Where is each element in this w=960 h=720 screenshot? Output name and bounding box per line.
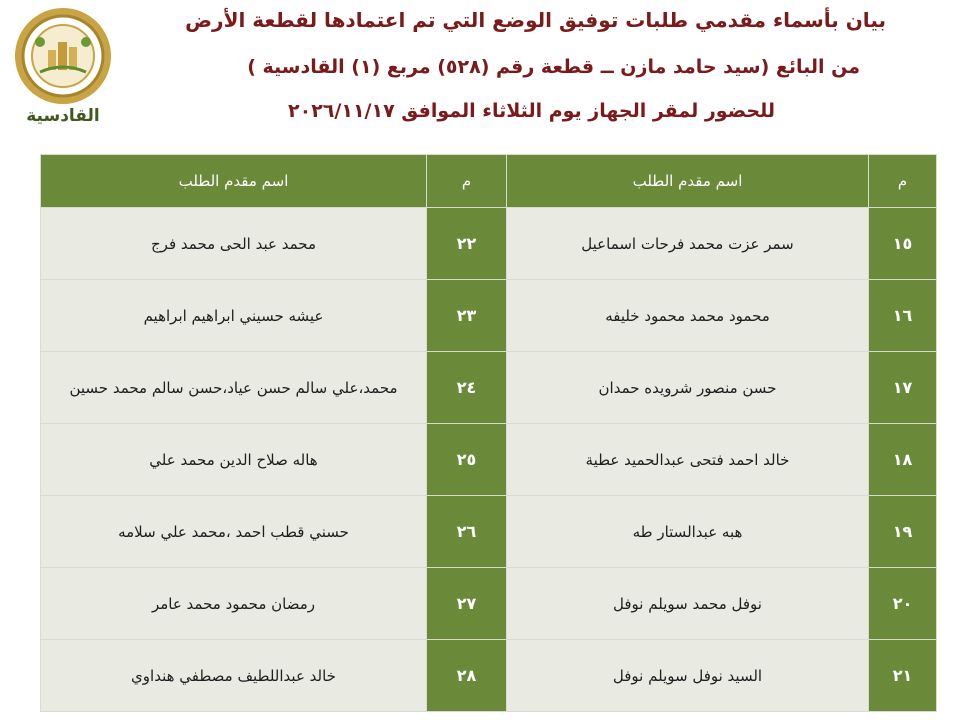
applicant-name: سمر عزت محمد فرحات اسماعيل [507,208,869,280]
row-number: ٢٨ [427,640,507,712]
table-row [41,568,937,640]
applicant-name: عيشه حسيني ابراهيم ابراهيم [41,280,427,352]
applicants-table [40,154,937,712]
applicant-name: رمضان محمود محمد عامر [41,568,427,640]
applicant-name: محمد،علي سالم حسن عياد،حسن سالم محمد حسين [41,352,427,424]
applicant-name: محمد عبد الحى محمد فرج [41,208,427,280]
row-number: ٢١ [869,640,937,712]
row-number: ٢٤ [427,352,507,424]
applicant-name: هاله صلاح الدين محمد علي [41,424,427,496]
applicant-name: خالد احمد فتحى عبدالحميد عطية [507,424,869,496]
new-obour-city-logo-icon [10,6,116,106]
header-line-2: من البائع (سيد حامد مازن ــ قطعة رقم (٥٢٨) مربع (١) القادسية ) [247,56,860,78]
applicant-name: هبه عبدالستار طه [507,496,869,568]
col-num-header: م [427,155,507,208]
row-number: ٢٧ [427,568,507,640]
row-number: ١٦ [869,280,937,352]
table-row [41,352,937,424]
row-number: ٢٠ [869,568,937,640]
table-row [41,496,937,568]
table-row [41,208,937,280]
applicant-name: محمود محمد محمود خليفه [507,280,869,352]
col-name-header: اسم مقدم الطلب [507,155,869,208]
applicant-name: نوفل محمد سويلم نوفل [507,568,869,640]
col-num-header: م [869,155,937,208]
row-number: ١٩ [869,496,937,568]
applicant-name: السيد نوفل سويلم نوفل [507,640,869,712]
row-number: ٢٥ [427,424,507,496]
header-line-3: للحضور لمقر الجهاز يوم الثلاثاء الموافق ٢٠٢٦/١١/١٧ [288,100,775,122]
row-number: ٢٣ [427,280,507,352]
applicant-name: حسني قطب احمد ،محمد علي سلامه [41,496,427,568]
row-number: ٢٢ [427,208,507,280]
row-number: ١٥ [869,208,937,280]
row-number: ٢٦ [427,496,507,568]
table-row [41,424,937,496]
table-header-row [41,155,937,208]
table-row [41,280,937,352]
document-header [0,0,960,150]
applicant-name: حسن منصور شرويده حمدان [507,352,869,424]
row-number: ١٨ [869,424,937,496]
applicant-name: خالد عبداللطيف مصطفي هنداوي [41,640,427,712]
row-number: ١٧ [869,352,937,424]
district-label: القادسية [26,106,100,126]
header-line-1: بيان بأسماء مقدمي طلبات توفيق الوضع التي تم اعتمادها لقطعة الأرض [185,8,886,32]
col-name-header: اسم مقدم الطلب [41,155,427,208]
table-row [41,640,937,712]
logo-block [8,6,118,131]
